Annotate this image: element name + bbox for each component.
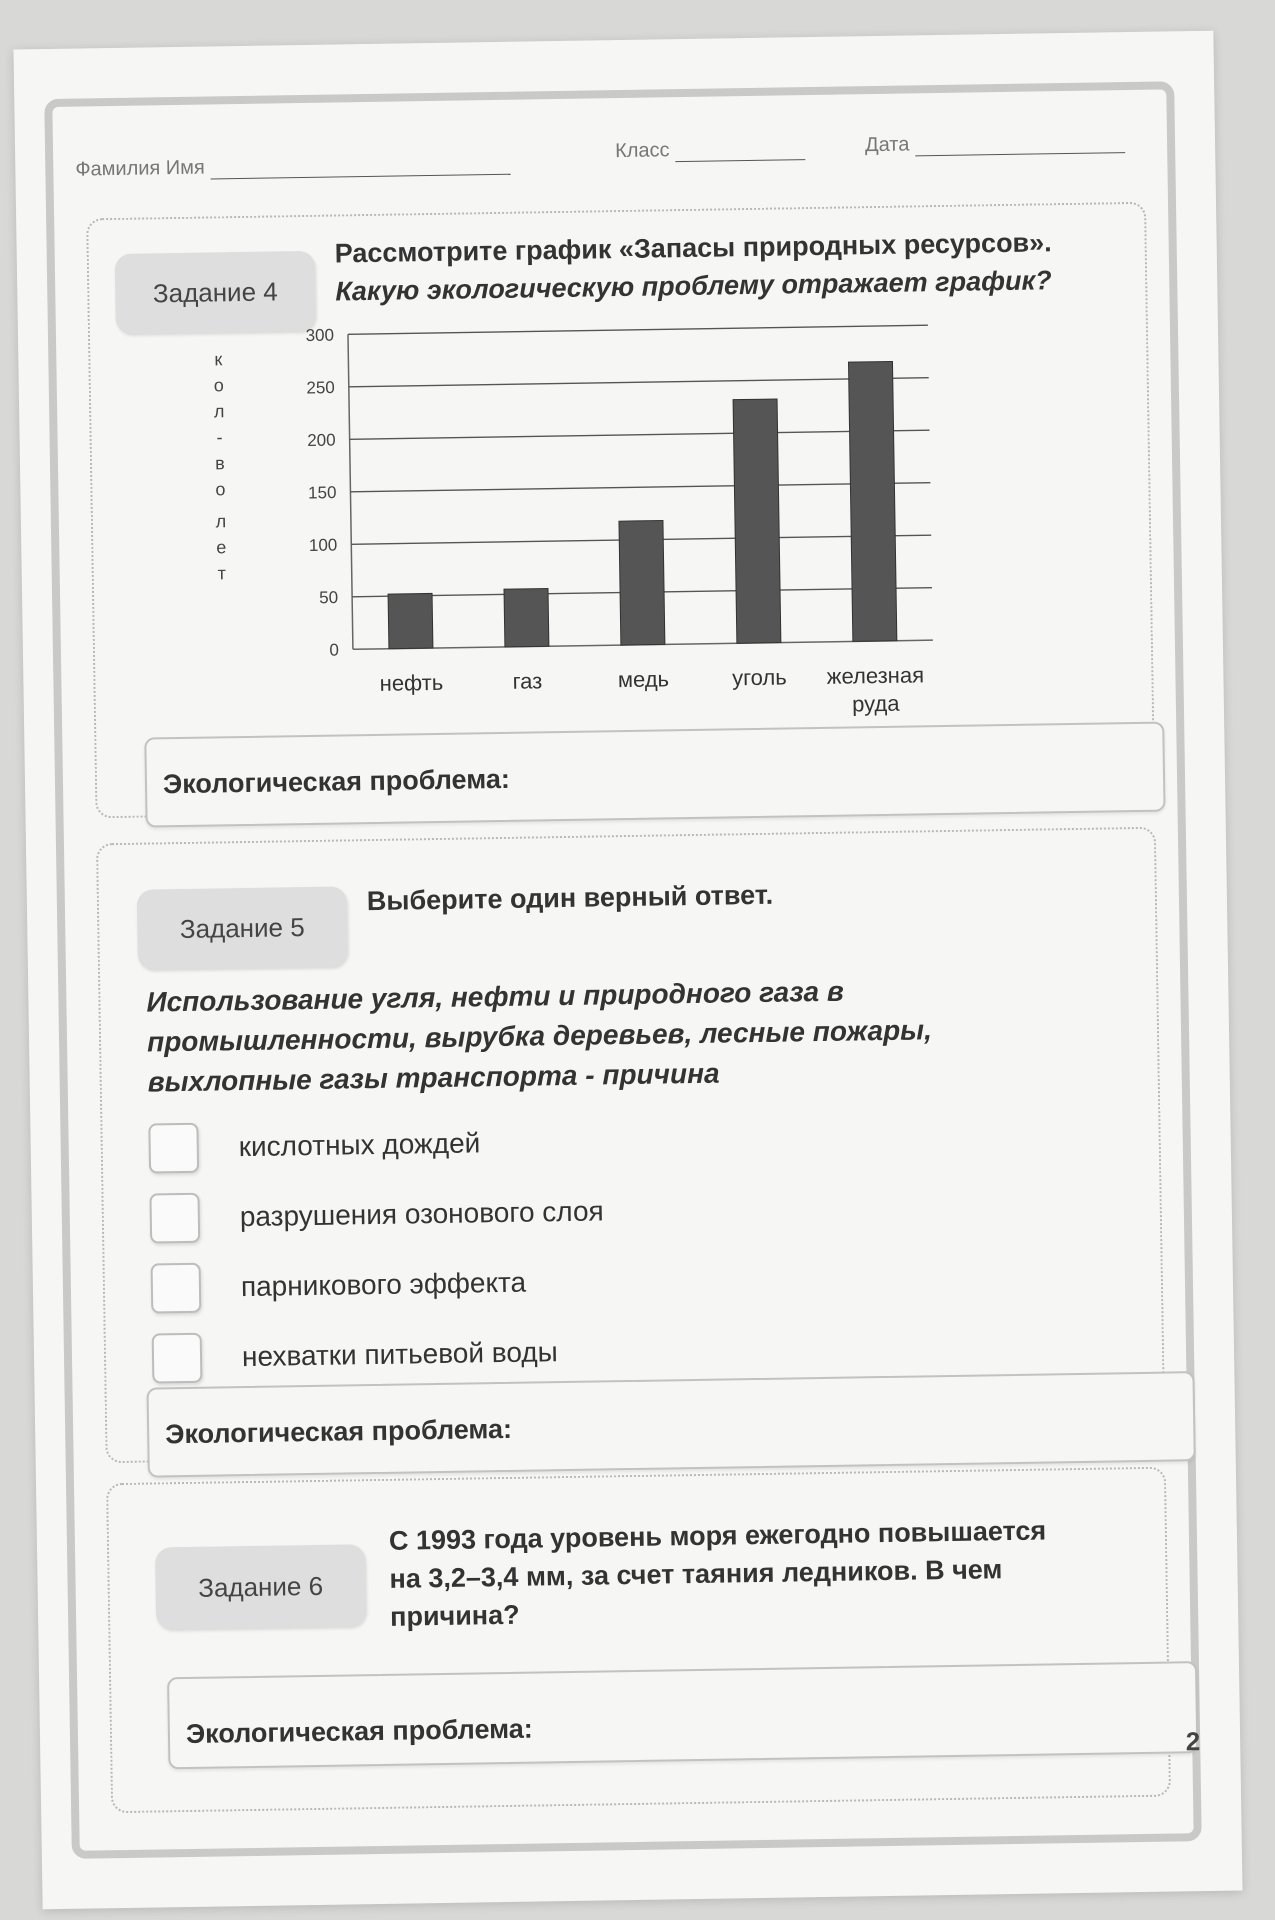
option-label: парникового эффекта: [240, 1266, 527, 1303]
y-axis-label: [198, 346, 242, 587]
gridline: [350, 483, 930, 492]
option-checkbox[interactable]: [152, 1333, 203, 1384]
x-tick-label: медь: [617, 666, 670, 693]
task6-line: причина?: [389, 1599, 520, 1632]
option-checkbox[interactable]: [148, 1123, 199, 1174]
task6-answer-box[interactable]: [167, 1661, 1201, 1769]
bar: [619, 520, 665, 645]
option-ozone[interactable]: [149, 1185, 604, 1244]
name-line[interactable]: [211, 152, 511, 180]
task6-badge: Задание 6: [155, 1544, 366, 1629]
task5-question-line: выхлопные газы транспорта - причина: [147, 1057, 720, 1098]
date-label: Дата: [864, 133, 910, 157]
option-label: кислотных дождей: [238, 1127, 481, 1163]
y-axis-label-char: о: [215, 479, 226, 500]
task6-text: [389, 1509, 1191, 1636]
y-axis-label-char: к: [214, 349, 223, 370]
task6-line: С 1993 года уровень моря ежегодно повышается: [388, 1515, 1047, 1556]
option-water-shortage[interactable]: [152, 1326, 559, 1384]
x-tick-label: железная: [826, 662, 925, 689]
x-tick-label: газ: [512, 668, 543, 694]
task5-badge: Задание 5: [137, 886, 348, 969]
option-checkbox[interactable]: [151, 1263, 202, 1314]
y-axis-label-char: о: [213, 375, 224, 396]
task5-instruction: Выберите один верный ответ.: [366, 879, 774, 917]
bar: [848, 361, 896, 641]
task4-line1: Рассмотрите график «Запасы природных ресурсов».: [334, 227, 1052, 269]
y-axis-label-char: л: [213, 401, 225, 422]
class-field: [615, 137, 806, 163]
task5-question-line: промышленности, вырубка деревьев, лесные пожары,: [146, 1014, 933, 1058]
date-field: [865, 130, 1126, 157]
x-tick-label: руда: [851, 690, 900, 717]
y-tick-label: 300: [305, 325, 335, 345]
task6-answer-label: Экологическая проблема:: [185, 1713, 533, 1750]
task5-answer-label: Экологическая проблема:: [165, 1413, 513, 1450]
class-line[interactable]: [675, 137, 805, 162]
gridline: [348, 325, 928, 334]
date-line[interactable]: [915, 130, 1125, 156]
page-number: 2: [1185, 1726, 1201, 1757]
task4-answer-label: Экологическая проблема:: [162, 763, 511, 800]
bar: [733, 399, 781, 643]
task5-question: [146, 967, 1128, 1102]
y-tick-label: 200: [307, 430, 336, 450]
option-label: разрушения озонового слоя: [239, 1195, 604, 1233]
gridline: [350, 430, 930, 439]
y-tick-label: 0: [329, 640, 340, 660]
worksheet-page: [13, 31, 1242, 1910]
y-axis-label-char: л: [215, 511, 227, 532]
y-axis-label-char: в: [215, 453, 225, 474]
option-label: нехватки питьевой воды: [241, 1336, 558, 1373]
y-tick-label: 250: [306, 378, 335, 398]
y-axis-label-char: е: [216, 537, 227, 558]
task4-line2: Какую экологическую проблему отражает график?: [335, 265, 1052, 307]
task4-badge: Задание 4: [115, 251, 316, 334]
option-greenhouse[interactable]: [151, 1257, 527, 1315]
option-acid-rain[interactable]: [148, 1117, 480, 1174]
task5-question-line: Использование угля, нефти и природного газа в: [146, 975, 844, 1018]
bar: [504, 588, 549, 646]
name-label: Фамилия Имя: [75, 156, 205, 181]
y-tick-label: 100: [308, 535, 338, 555]
gridline: [349, 378, 929, 387]
y-tick-label: 50: [319, 588, 339, 608]
x-tick-label: уголь: [731, 664, 787, 691]
class-label: Класс: [614, 139, 670, 163]
x-tick-label: нефть: [379, 669, 444, 696]
y-axis-label-char: т: [217, 563, 227, 584]
bar-chart: [198, 295, 945, 727]
option-checkbox[interactable]: [149, 1193, 200, 1244]
y-axis-label-char: -: [216, 427, 223, 448]
chart: [198, 295, 945, 727]
task6-line: на 3,2–3,4 мм, за счет таяния ледников. В чем: [389, 1554, 1003, 1594]
y-tick-label: 150: [307, 483, 337, 503]
bar: [388, 593, 433, 648]
